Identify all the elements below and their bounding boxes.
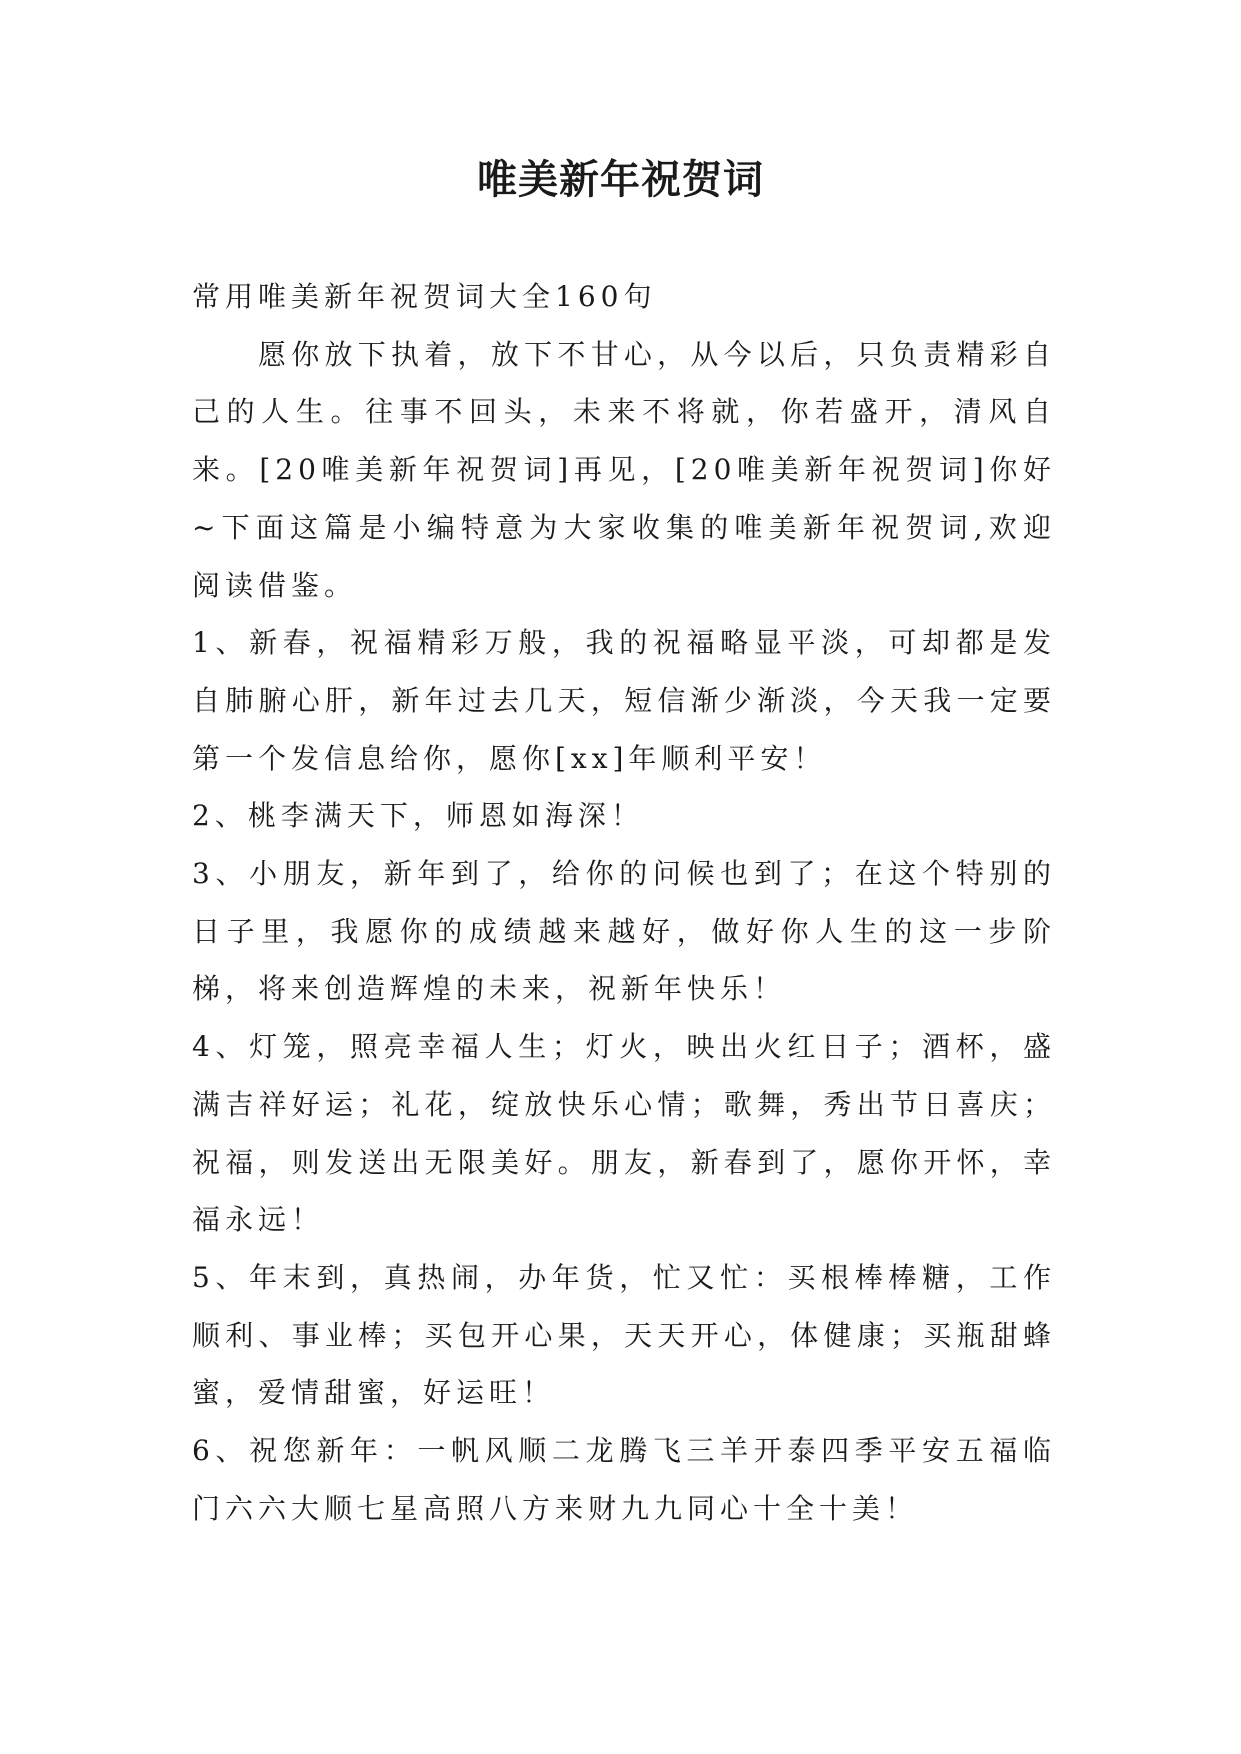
- list-item: 3、小朋友，新年到了，给你的问候也到了；在这个特别的日子里，我愿你的成绩越来越好，做好你人生的这一步阶梯，将来创造辉煌的未来，祝新年快乐！: [192, 857, 1056, 1006]
- list-item: 6、祝您新年：一帆风顺二龙腾飞三羊开泰四季平安五福临门六六大顺七星高照八方来财九九同心十全十美！: [192, 1434, 1056, 1525]
- intro-paragraph: 愿你放下执着，放下不甘心，从今以后，只负责精彩自己的人生。往事不回头，未来不将就，你若盛开，清风自来。[20唯美新年祝贺词]再见，[20唯美新年祝贺词]你好~下面这篇是小编特意为大家收集的唯美新年祝贺词,欢迎阅读借鉴。: [192, 337, 1056, 602]
- document-title: 唯美新年祝贺词: [477, 157, 764, 203]
- document-body: [192, 268, 1056, 1537]
- document-subtitle: 常用唯美新年祝贺词大全160句: [192, 280, 657, 313]
- list-item: 1、新春，祝福精彩万般，我的祝福略显平淡，可却都是发自肺腑心肝，新年过去几天，短信渐少渐淡，今天我一定要第一个发信息给你，愿你[xx]年顺利平安！: [192, 626, 1056, 775]
- list-item: 5、年末到，真热闹，办年货，忙又忙：买根棒棒糖，工作顺利、事业棒；买包开心果，天天开心，体健康；买瓶甜蜂蜜，爱情甜蜜，好运旺！: [192, 1260, 1056, 1410]
- list-item: 4、灯笼，照亮幸福人生；灯火，映出火红日子；酒杯，盛满吉祥好运；礼花，绽放快乐心情；歌舞，秀出节日喜庆；祝福，则发送出无限美好。朋友，新春到了，愿你开怀，幸福永远！: [192, 1030, 1056, 1237]
- list-item: 2、桃李满天下，师恩如海深！: [192, 799, 644, 833]
